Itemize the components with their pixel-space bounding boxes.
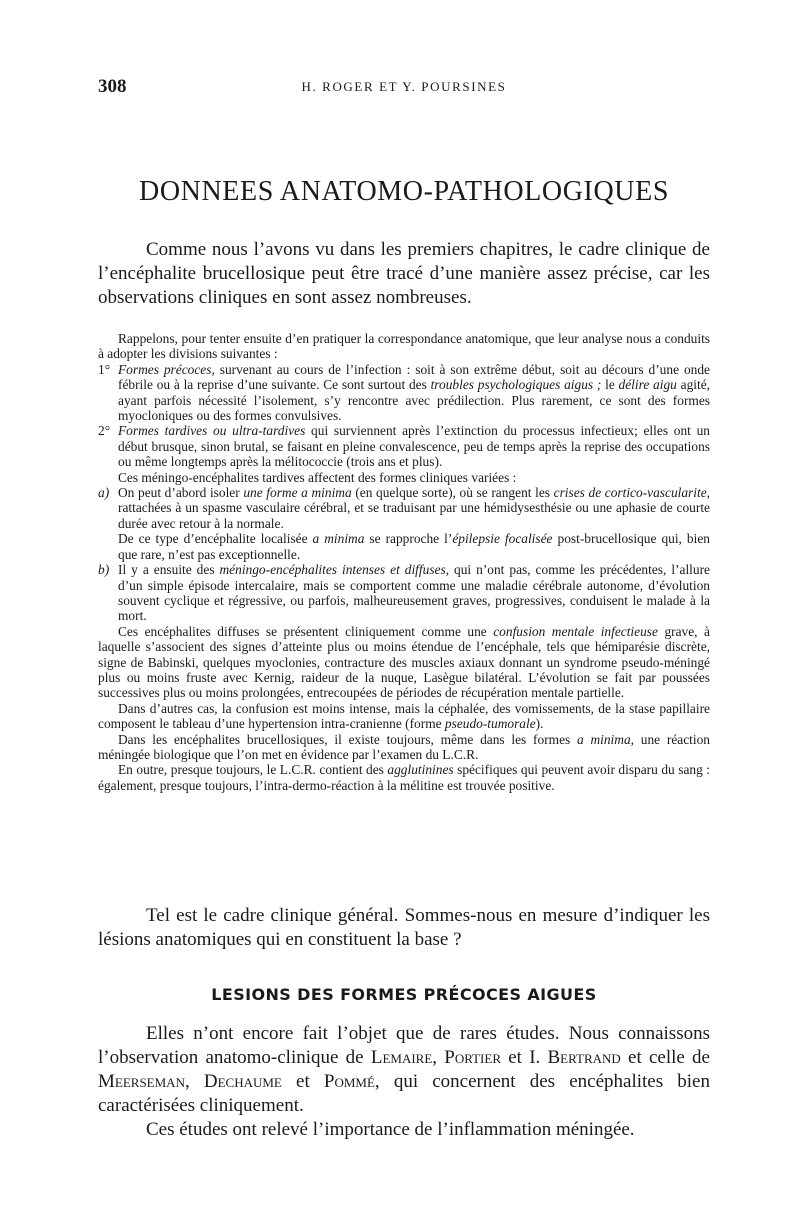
- text-span: rattachées à un spasme vasculaire cérébral, et se traduisant par une hémidysesthésie ou une aphasie de courte durée avec retour à la normale.: [118, 500, 710, 531]
- text-span: (en quelque sorte), où se rangent les: [351, 485, 554, 501]
- author-name: Lemaire: [370, 1047, 433, 1068]
- list-body: [118, 485, 710, 531]
- text-span: se rapproche l’: [364, 531, 453, 547]
- header-authors: H. ROGER ET Y. POURSINES: [301, 79, 507, 94]
- list-body: [118, 562, 710, 624]
- final-paragraph-2: Ces études ont relevé l’importance de l’inflammation méningée.: [146, 1119, 635, 1140]
- emphasis: troubles psychologiques aigus ;: [430, 377, 602, 393]
- text-span: et: [281, 1071, 324, 1092]
- text-span: qui n’ont pas, comme les précédentes, l’allure d’un simple épisode intercalaire, mais se comportent comme une maladie cérébrale autonome, d’évolution souvent cyclique et régressive, ou parfois, malheureusement graves, progressives, conduisent le malade à la mort.: [118, 562, 710, 624]
- text-span: ,: [184, 1071, 204, 1092]
- text-span: spécifiques qui peuvent avoir disparu du sang : également, presque toujours, l’intra-dermo-réaction à la mélitine est trouvée positive.: [98, 762, 710, 793]
- list-marker: 1°: [98, 361, 111, 377]
- final-paragraph-1: [98, 1022, 710, 1118]
- author-name: Portier: [444, 1047, 501, 1068]
- list-continuation: [98, 531, 710, 562]
- text-span: Elles n’ont encore fait l’objet que de rares études. Nous connaissons l’observation anatomo-clinique de: [98, 1023, 710, 1068]
- emphasis: méningo-encéphalites intenses et diffuses,: [219, 562, 450, 578]
- author-name: I. Bertrand: [529, 1047, 621, 1068]
- text-span: qui surviennent après l’extinction du processus infectieux; elles ont un début brusque, sinon brutal, se faisant en pleine convalescence, peu de temps après la reprise des occupations ou même longtemps après la mélitococcie (trois ans et plus).: [118, 423, 711, 470]
- paragraph-rappel: Rappelons, pour tenter ensuite d’en pratiquer la correspondance anatomique, que leur analyse nous a conduits à adopter les divisions suivantes :: [98, 331, 710, 362]
- text-span: agité, ayant parfois nécessité l’isolement, s’y rencontre avec prédilection. Plus rarement, ce sont des formes myocloniques ou des formes convulsives.: [118, 377, 711, 424]
- question-text: Tel est le cadre clinique général. Sommes-nous en mesure d’indiquer les lésions anatomiques qui en constituent la base ?: [98, 905, 710, 950]
- emphasis: épilepsie focalisée: [452, 531, 553, 547]
- list-continuation: Ces méningo-encéphalites tardives affectent des formes cliniques variées :: [118, 469, 517, 485]
- list-item-2: [98, 423, 710, 469]
- emphasis: crises de cortico-vascularite,: [553, 485, 710, 501]
- text-span: et: [501, 1047, 530, 1068]
- list-item-b: [98, 562, 710, 624]
- list-marker: b): [98, 562, 110, 578]
- subsection-title: LESIONS DES FORMES PRÉCOCES AIGUES: [211, 985, 597, 1004]
- emphasis: délire aigu: [618, 377, 677, 393]
- text-span: Il y a ensuite des: [118, 562, 220, 578]
- list-marker: 2°: [98, 423, 111, 439]
- text-span: En outre, presque toujours, le L.C.R. contient des: [118, 762, 388, 778]
- author-name: Pommé: [323, 1071, 375, 1092]
- text-span: Ces encéphalites diffuses se présentent cliniquement comme une: [118, 623, 494, 639]
- text-span: , qui concernent des encéphalites bien caractérisées cliniquement.: [98, 1071, 710, 1116]
- emphasis: une forme a minima: [243, 485, 352, 501]
- intro-paragraph: [98, 238, 710, 310]
- text-span: grave, à laquelle s’associent des signes d’atteinte plus ou moins étendue de l’encéphale, tels que hémiparésie discrète, signe de Babinski, quelques myoclonies, contracture des muscles axiaux donnant un syndrome pseudo-méningé plus ou moins fruste avec Kernig, raideur de la nuque, Lasègue bilatéral. L’évolution se fait par poussées successives plus ou moins prolongées, entrecoupées de périodes de récupération mentale partielle.: [98, 623, 710, 701]
- page-number: 308: [98, 76, 127, 97]
- text-span: Dans d’autres cas, la confusion est moins intense, mais la céphalée, des vomissements, de la stase papillaire composent le tableau d’une hypertension intra-cranienne (forme: [98, 700, 710, 732]
- list-body: [118, 362, 710, 424]
- list-marker: a): [98, 485, 110, 501]
- text-span: ,: [432, 1047, 445, 1068]
- list-body: [118, 423, 710, 469]
- list-item-1: [98, 362, 710, 424]
- emphasis: pseudo-tumorale: [444, 716, 536, 732]
- text-span: le: [601, 377, 619, 393]
- question-paragraph: [98, 904, 710, 952]
- paragraph-autres: [98, 701, 710, 732]
- small-text-block: [98, 331, 710, 793]
- running-head: [98, 76, 710, 98]
- list-title: Formes tardives ou ultra-tardives: [118, 423, 306, 439]
- text-span: On peut d’abord isoler: [118, 485, 244, 501]
- text-span: ).: [535, 716, 544, 732]
- author-name: Meerseman: [98, 1071, 185, 1092]
- paragraph-diffuses: [98, 624, 710, 701]
- text-span: une réaction méningée biologique que l’on met en évidence par l’examen du L.C.R.: [98, 731, 710, 762]
- list-title: Formes précoces,: [118, 361, 215, 377]
- paragraph-agglutinines: [98, 762, 710, 793]
- text-span: Dans les encéphalites brucellosiques, il existe toujours, même dans les formes: [118, 731, 577, 747]
- emphasis: a minima: [312, 531, 365, 547]
- text-span: post-brucellosique qui, bien que rare, n’est pas exceptionnelle.: [118, 531, 710, 562]
- text-span: De ce type d’encéphalite localisée: [118, 531, 313, 547]
- emphasis: agglutinines: [387, 762, 454, 778]
- intro-text: Comme nous l’avons vu dans les premiers chapitres, le cadre clinique de l’encéphalite brucellosique peut être tracé d’une manière assez précise, car les observations cliniques en sont assez nombreuses.: [98, 239, 710, 308]
- emphasis: a minima,: [577, 731, 634, 747]
- text-span: et celle de: [620, 1047, 710, 1068]
- author-name: Dechaume: [203, 1071, 282, 1092]
- text-span: survenant au cours de l’infection : soit à son extrême début, soit au décours d’une onde fébrile ou à la reprise d’une suivante. Ce sont surtout des: [118, 361, 710, 393]
- list-item-a: [98, 485, 710, 531]
- paragraph-lcr: [98, 732, 710, 763]
- final-paragraphs: [98, 1022, 710, 1142]
- section-title: DONNEES ANATOMO-PATHOLOGIQUES: [139, 176, 669, 207]
- emphasis: confusion mentale infectieuse: [493, 623, 658, 639]
